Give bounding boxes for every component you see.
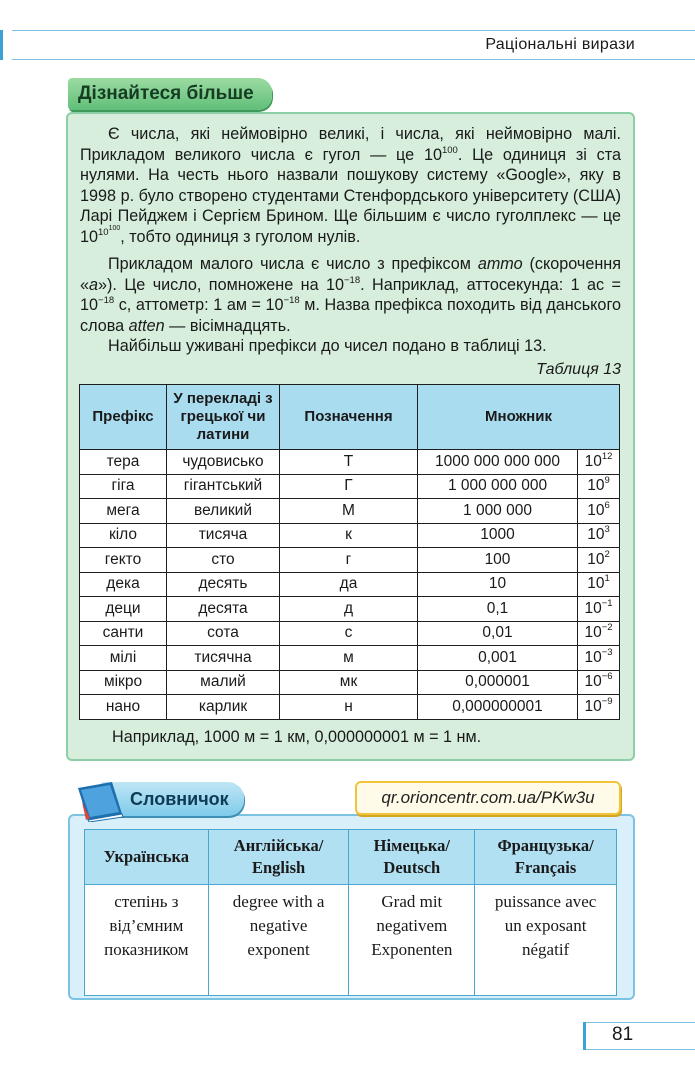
glossary-row [85,885,617,996]
header-accent [0,30,3,60]
glossary-header-ukrainian: Українська [85,830,209,885]
power-base: 10 [584,697,602,715]
qr-link[interactable]: qr.orioncentr.com.ua/PKw3u [355,781,621,815]
prefix-table-row [80,695,620,720]
cell-prefix: гекто [80,548,167,573]
cell-power-of-ten [578,572,620,597]
cell-power-of-ten [578,450,620,475]
power-base: 10 [587,575,605,593]
glossary-table [84,829,617,996]
cell-prefix: тера [80,450,167,475]
header-translation: У перекладі з грецької чи латини [167,385,280,450]
prefix-table-row [80,474,620,499]
cell-prefix: гіга [80,474,167,499]
prefix-table-row [80,597,620,622]
cell-translation: малий [167,670,280,695]
cell-multiplier-value: 100 [418,548,578,573]
cell-prefix: санти [80,621,167,646]
cell-prefix: нано [80,695,167,720]
power-base: 10 [584,673,602,691]
prefix-table-row [80,670,620,695]
prefix-table-row [80,646,620,671]
cell-translation: тисяча [167,523,280,548]
cell-multiplier-value: 0,000000001 [418,695,578,720]
example-line: Наприклад, 1000 м = 1 км, 0,000000001 м = 1 нм. [112,728,482,746]
running-header-title: Раціональні вирази [485,36,635,53]
cell-multiplier-value: 1000 [418,523,578,548]
glossary-title: Словничок [130,789,229,809]
power-exponent: −3 [601,646,613,658]
cell-symbol: Г [280,474,418,499]
power-base: 10 [584,624,602,642]
page-number: 81 [612,1024,634,1045]
learn-more-tab: Дізнайтеся більше [68,78,272,110]
cell-translation: десять [167,572,280,597]
power-exponent: 12 [601,450,613,462]
power-exponent: −1 [601,597,613,609]
paragraph-table-intro: Найбільш уживані префікси до чисел подано в таблиці 13. [108,337,547,355]
header-multiplier: Множник [418,385,620,450]
cell-multiplier-value: 10 [418,572,578,597]
cell-translation: сота [167,621,280,646]
cell-multiplier-value: 1000 000 000 000 [418,450,578,475]
glossary-cell-german: Grad mit negativem Exponenten [349,885,475,996]
power-base: 10 [587,526,605,544]
cell-multiplier-value: 1 000 000 000 [418,474,578,499]
header-symbol: Позначення [280,385,418,450]
glossary-cell-english: degree with a negative exponent [208,885,349,996]
cell-multiplier-value: 0,1 [418,597,578,622]
cell-translation: сто [167,548,280,573]
cell-power-of-ten [578,646,620,671]
prefix-table-row [80,572,620,597]
cell-prefix: мілі [80,646,167,671]
cell-symbol: да [280,572,418,597]
cell-prefix: кіло [80,523,167,548]
cell-symbol: н [280,695,418,720]
cell-translation: десята [167,597,280,622]
cell-symbol: д [280,597,418,622]
glossary-header-german: Німецька/ Deutsch [349,830,475,885]
power-base: 10 [584,648,602,666]
cell-translation: чудовисько [167,450,280,475]
prefix-table-row [80,548,620,573]
cell-translation: тисячна [167,646,280,671]
cell-power-of-ten [578,695,620,720]
power-base: 10 [587,477,605,495]
glossary-cell-french: puissance avec un exposant négatif [475,885,617,996]
cell-multiplier-value: 0,000001 [418,670,578,695]
book-icon [72,780,130,822]
cell-translation: великий [167,499,280,524]
power-exponent: 3 [604,524,610,536]
page-number-accent [583,1022,586,1050]
cell-power-of-ten [578,548,620,573]
power-exponent: 1 [604,573,610,585]
cell-multiplier-value: 1 000 000 [418,499,578,524]
cell-translation: карлик [167,695,280,720]
prefix-table-header-row [80,385,620,450]
power-base: 10 [587,550,605,568]
prefix-table-row [80,621,620,646]
power-exponent: 9 [604,475,610,487]
cell-prefix: деци [80,597,167,622]
cell-symbol: м [280,646,418,671]
power-exponent: −6 [601,671,613,683]
page-number-rule [583,1022,695,1050]
power-exponent: −2 [601,622,613,634]
cell-prefix: мікро [80,670,167,695]
power-base: 10 [584,452,602,470]
cell-symbol: мк [280,670,418,695]
cell-power-of-ten [578,621,620,646]
prefix-table-row [80,450,620,475]
glossary-header-row [85,830,617,885]
cell-symbol: М [280,499,418,524]
power-base: 10 [584,599,602,617]
prefix-table [79,384,620,720]
power-exponent: −9 [601,695,613,707]
power-exponent: 6 [604,499,610,511]
cell-prefix: мега [80,499,167,524]
glossary-cell-ukrainian: степінь з від’ємним показником [85,885,209,996]
cell-power-of-ten [578,474,620,499]
cell-symbol: к [280,523,418,548]
power-exponent: 2 [604,548,610,560]
cell-power-of-ten [578,597,620,622]
paragraph-atto: Прикладом малого числа є число з префіксом атто (скорочення «а»). Це число, помножене на $10^{-18}$. Наприклад, аттосекунда: 1 ас = $10^{-18}$ с, аттометр: 1 ам = $10^{-18}$ м. Назва префікса походить від данського слова atten — вісімнадцять. [80,255,621,335]
cell-power-of-ten [578,670,620,695]
glossary-header-french: Французька/ Français [475,830,617,885]
prefix-table-row [80,523,620,548]
power-base: 10 [587,501,605,519]
paragraph-googol: Є числа, які неймовірно великі, і числа, які неймовірно малі. Прикладом великого числа є гугол — це $10^{100}$. Це одиниця зі ста нулями. На честь нього назвали пошукову систему «Google», яку в 1998 р. було створено студентами Стенфордського університету (США) Ларі Пейджем і Сергієм Брином. Ще більшим є число гуголплекс — це $10^{10^{100}}$, тобто одиниця з гуголом нулів. [80,125,622,246]
header-prefix: Префікс [80,385,167,450]
prefix-table-row [80,499,620,524]
cell-symbol: Т [280,450,418,475]
cell-power-of-ten [578,499,620,524]
cell-symbol: г [280,548,418,573]
cell-multiplier-value: 0,001 [418,646,578,671]
cell-power-of-ten [578,523,620,548]
cell-prefix: дека [80,572,167,597]
cell-translation: гігантський [167,474,280,499]
table-caption: Таблиця 13 [536,361,621,378]
cell-symbol: с [280,621,418,646]
cell-multiplier-value: 0,01 [418,621,578,646]
glossary-header-english: Англійська/ English [208,830,349,885]
